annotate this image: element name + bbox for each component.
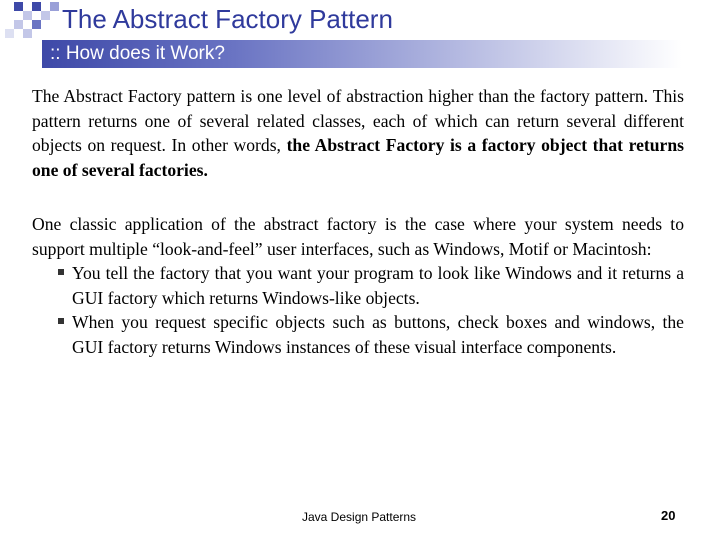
slide-subtitle: :: How does it Work? xyxy=(50,43,225,64)
list-item-text: You tell the factory that you want your program to look like Windows and it returns a GUI factory which returns Windows-like objects. xyxy=(72,263,684,308)
list-item-text: When you request specific objects such as buttons, check boxes and windows, the GUI factory returns Windows instances of these visual interface components. xyxy=(72,312,684,357)
decorative-checker-pattern xyxy=(0,0,60,40)
footer-text: Java Design Patterns xyxy=(302,510,417,524)
paragraph-1-text: The Abstract Factory pattern is one level of abstraction higher than the factory pattern. This pattern returns one of several related classes, each of which can return several different objects on request. In other words, xyxy=(32,86,684,155)
square-bullet-icon xyxy=(58,269,64,275)
paragraph-2-intro: One classic application of the abstract factory is the case where your system needs to support multiple “look-and-feel” user interfaces, such as Windows, Motif or Macintosh: xyxy=(32,214,684,259)
paragraph-1 xyxy=(32,84,684,182)
bullet-list xyxy=(32,261,684,359)
slide-title: The Abstract Factory Pattern xyxy=(62,4,393,34)
square-bullet-icon xyxy=(58,318,64,324)
paragraph-2 xyxy=(32,212,684,359)
paragraph-1-bold-text: the Abstract Factory is a factory object that returns one of several factories. xyxy=(32,135,684,180)
list-item xyxy=(32,310,684,359)
list-item xyxy=(32,261,684,310)
page-number: 20 xyxy=(661,508,676,523)
